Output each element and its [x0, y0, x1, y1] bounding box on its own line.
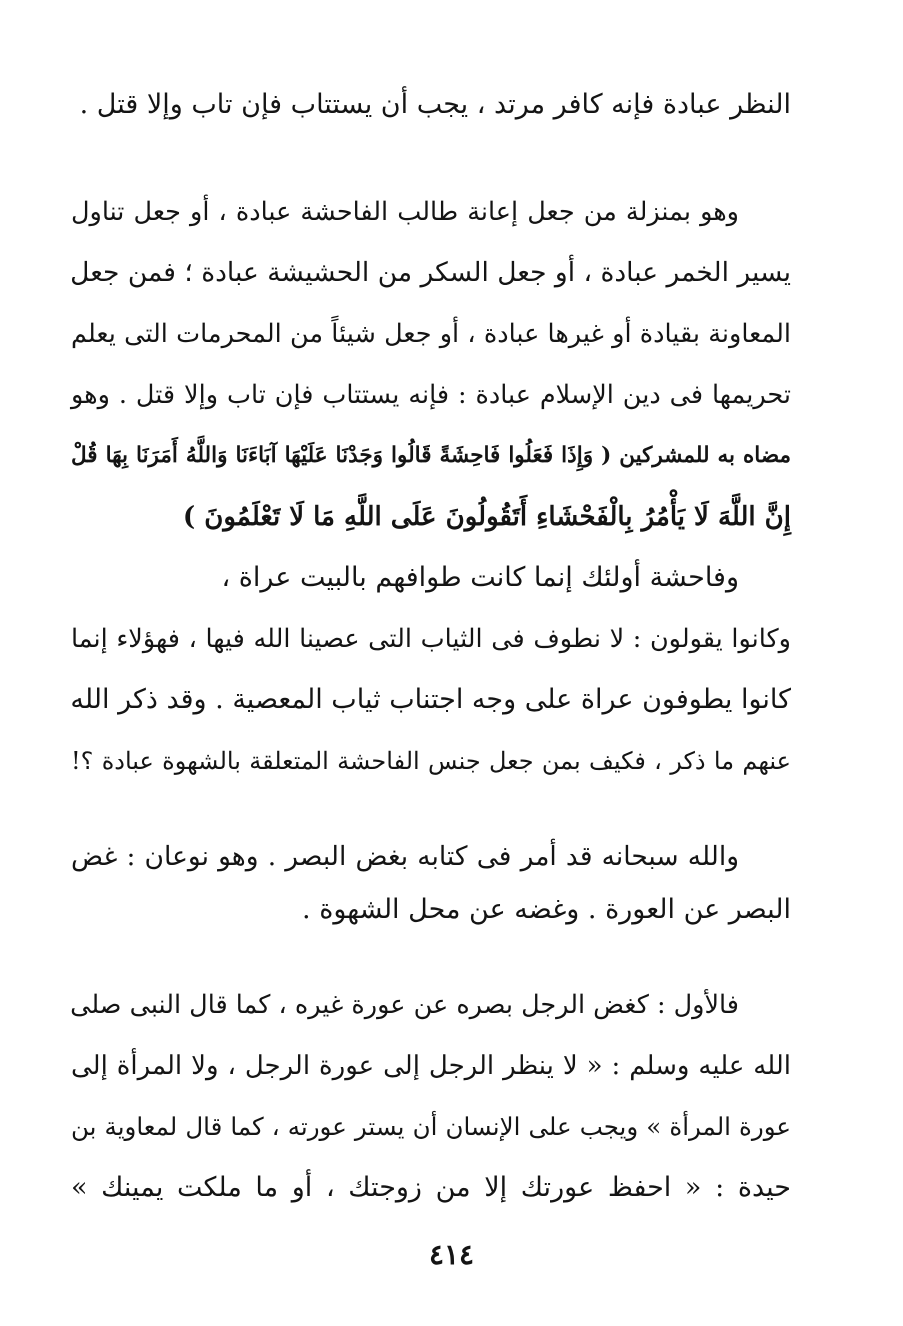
page-number: ٤١٤: [428, 1238, 475, 1271]
text-line: المعاونة بقيادة أو غيرها عبادة ، أو جعل شيئاً من المحرمات التى يعلم: [71, 319, 791, 349]
text-line: فالأول : كغض الرجل بصره عن عورة غيره ، كما قال النبى صلى: [70, 990, 739, 1020]
text-line: والله سبحانه قد أمر فى كتابه بغض البصر . وهو نوعان : غض: [71, 841, 739, 872]
text-line: وفاحشة أولئك إنما كانت طوافهم بالبيت عراة ،: [221, 562, 739, 593]
text-line: يسير الخمر عبادة ، أو جعل السكر من الحشيشة عبادة ؛ فمن جعل: [70, 257, 791, 288]
text-line: عنهم ما ذكر ، فكيف بمن جعل جنس الفاحشة المتعلقة بالشهوة عبادة ؟!: [71, 747, 791, 775]
text-line: البصر عن العورة . وغضه عن محل الشهوة .: [302, 894, 791, 925]
text-line: وهو بمنزلة من جعل إعانة طالب الفاحشة عبادة ، أو جعل تناول: [71, 197, 739, 227]
text-line: حيدة : « احفظ عورتك إلا من زوجتك ، أو ما ملكت يمينك »: [71, 1172, 791, 1203]
quran-verse-line: إِنَّ اللَّهَ لَا يَأْمُرُ بِالْفَحْشَاءِ أَتَقُولُونَ عَلَى اللَّهِ مَا لَا تَعْلَمُونَ ): [182, 502, 791, 532]
text-line: عورة المرأة » ويجب على الإنسان أن يستر عورته ، كما قال لمعاوية بن: [71, 1112, 791, 1141]
text-line: وكانوا يقولون : لا نطوف فى الثياب التى عصينا الله فيها ، فهؤلاء إنما: [71, 624, 791, 654]
text-line: الله عليه وسلم : « لا ينظر الرجل إلى عورة الرجل ، ولا المرأة إلى: [71, 1051, 791, 1081]
text-line: النظر عبادة فإنه كافر مرتد ، يجب أن يستتاب فإن تاب وإلا قتل .: [79, 89, 791, 120]
text-line: تحريمها فى دين الإسلام عبادة : فإنه يستتاب فإن تاب وإلا قتل . وهو: [71, 380, 791, 410]
text-line: كانوا يطوفون عراة على وجه اجتناب ثياب المعصية . وقد ذكر الله: [70, 684, 791, 715]
quran-verse-line: مضاه به للمشركين ( وَإِذَا فَعَلُوا فَاحِشَةً قَالُوا وَجَدْنَا عَلَيْهَا آبَاءَنَا وَاللَّهُ أَمَرَنَا بِهَا قُلْ: [71, 443, 791, 468]
